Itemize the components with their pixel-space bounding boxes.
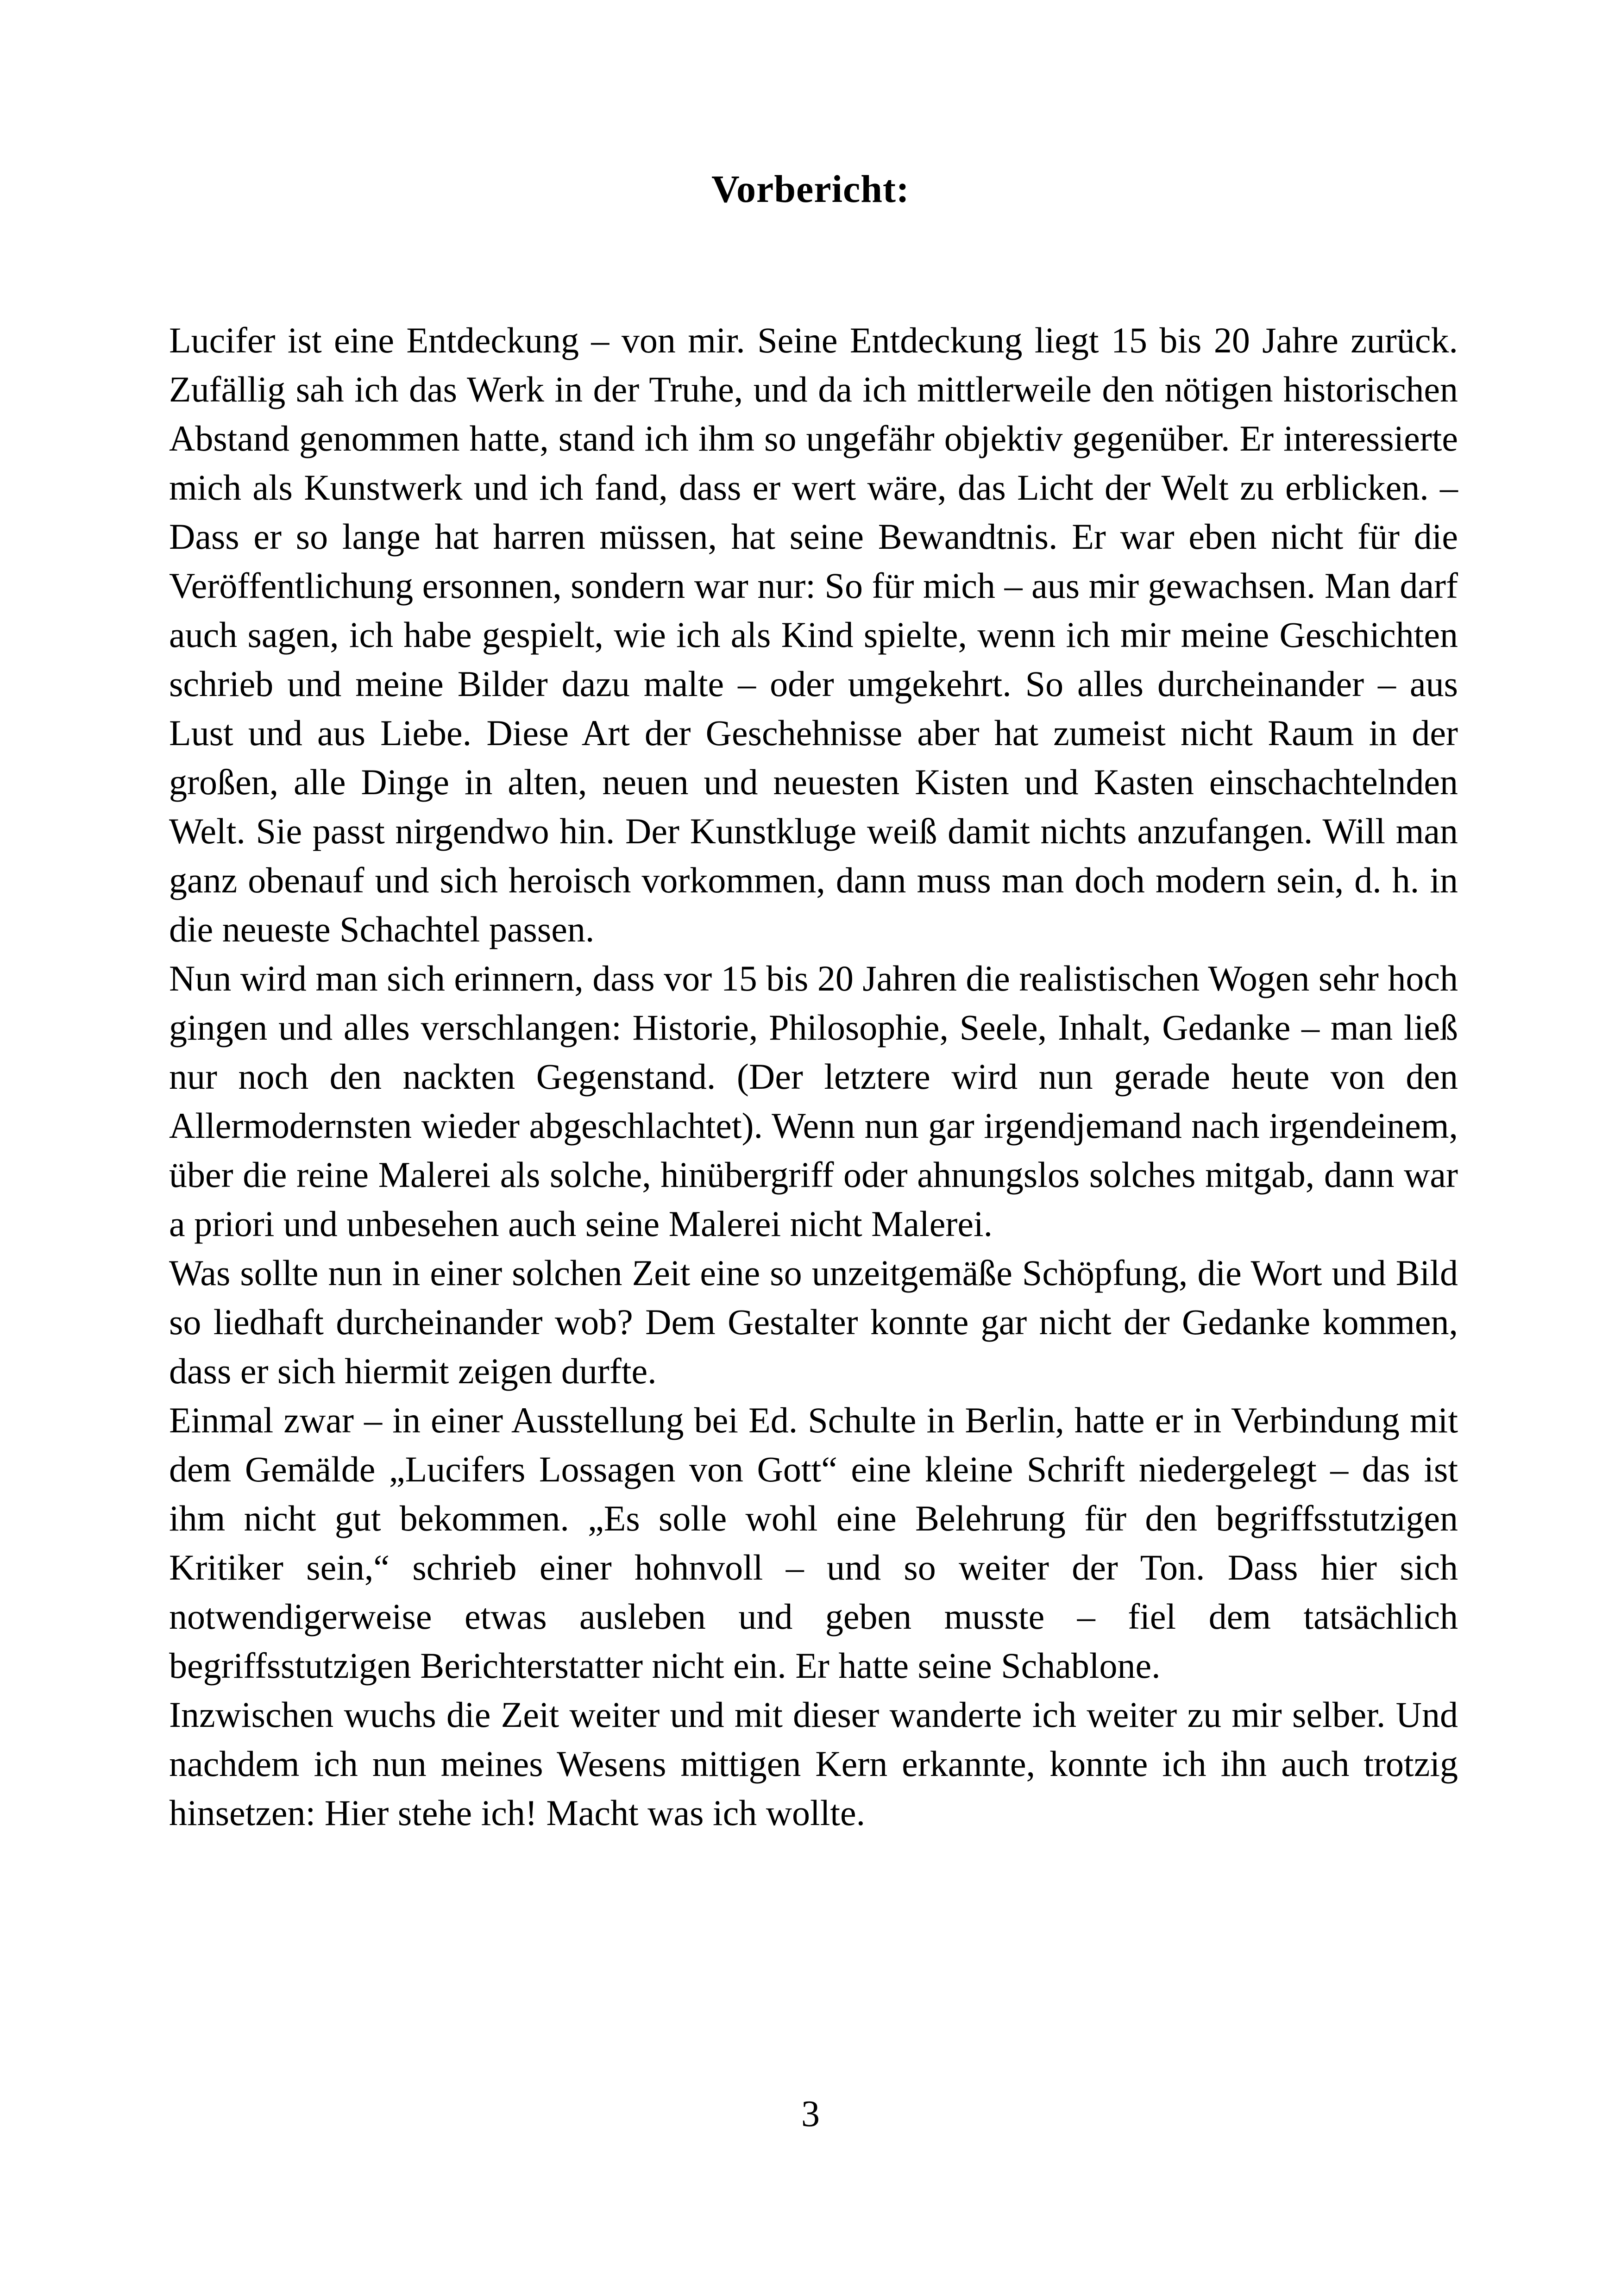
paragraph: Lucifer ist eine Entdeckung – von mir. Seine Entdeckung liegt 15 bis 20 Jahre zurück. Zufällig sah ich das Werk in der Truhe, und da ich mittlerweile den nötigen historischen Abstand genommen hatte, stand ich ihm so ungefähr objektiv gegenüber. Er interessierte mich als Kunstwerk und ich fand, dass er wert wäre, das Licht der Welt zu erblicken. – Dass er so lange hat harren müssen, hat seine Bewandtnis. Er war eben nicht für die Veröffentlichung ersonnen, sondern war nur: So für mich – aus mir gewachsen. Man darf auch sagen, ich habe gespielt, wie ich als Kind spielte, wenn ich mir meine Geschichten schrieb und meine Bilder dazu malte – oder umgekehrt. So alles durcheinander – aus Lust und aus Liebe. Diese Art der Geschehnisse aber hat zumeist nicht Raum in der großen, alle Dinge in alten, neuen und neuesten Kisten und Kasten einschachtelnden Welt. Sie passt nirgendwo hin. Der Kunstkluge weiß damit nichts anzufangen. Will man ganz obenauf und sich heroisch vorkommen, dann muss man doch modern sein, d. h. in die neueste Schachtel passen. <box>169 320 1458 949</box>
document-body <box>169 316 1458 1838</box>
page-number: 3 <box>801 2094 820 2134</box>
page-title: Vorbericht: <box>711 168 910 211</box>
paragraph: Nun wird man sich erinnern, dass vor 15 bis 20 Jahren die realistischen Wogen sehr hoch gingen und alles verschlangen: Historie, Philosophie, Seele, Inhalt, Gedanke – man ließ nur noch den nackten Gegenstand. (Der letztere wird nun gerade heute von den Allermodernsten wieder abgeschlachtet). Wenn nun gar irgendjemand nach irgendeinem, über die reine Malerei als solche, hinübergriff oder ahnungslos solches mitgab, dann war a priori und unbesehen auch seine Malerei nicht Malerei. <box>169 958 1458 1244</box>
paragraph: Inzwischen wuchs die Zeit weiter und mit dieser wanderte ich weiter zu mir selber. Und nachdem ich nun meines Wesens mittigen Kern erkannte, konnte ich ihn auch trotzig hinsetzen: Hier stehe ich! Macht was ich wollte. <box>169 1694 1458 1833</box>
paragraph: Einmal zwar – in einer Ausstellung bei Ed. Schulte in Berlin, hatte er in Verbindung mit dem Gemälde „Lucifers Lossagen von Gott“ eine kleine Schrift niedergelegt – das ist ihm nicht gut bekommen. „Es solle wohl eine Belehrung für den begriffsstutzigen Kritiker sein,“ schrieb einer hohnvoll – und so weiter der Ton. Dass hier sich notwendigerweise etwas ausleben und geben musste – fiel dem tatsächlich begriffsstutzigen Berichterstatter nicht ein. Er hatte seine Schablone. <box>169 1400 1458 1686</box>
paragraph: Was sollte nun in einer solchen Zeit eine so unzeitgemäße Schöpfung, die Wort und Bild so liedhaft durcheinander wob? Dem Gestalter konnte gar nicht der Gedanke kommen, dass er sich hiermit zeigen durfte. <box>169 1253 1458 1391</box>
